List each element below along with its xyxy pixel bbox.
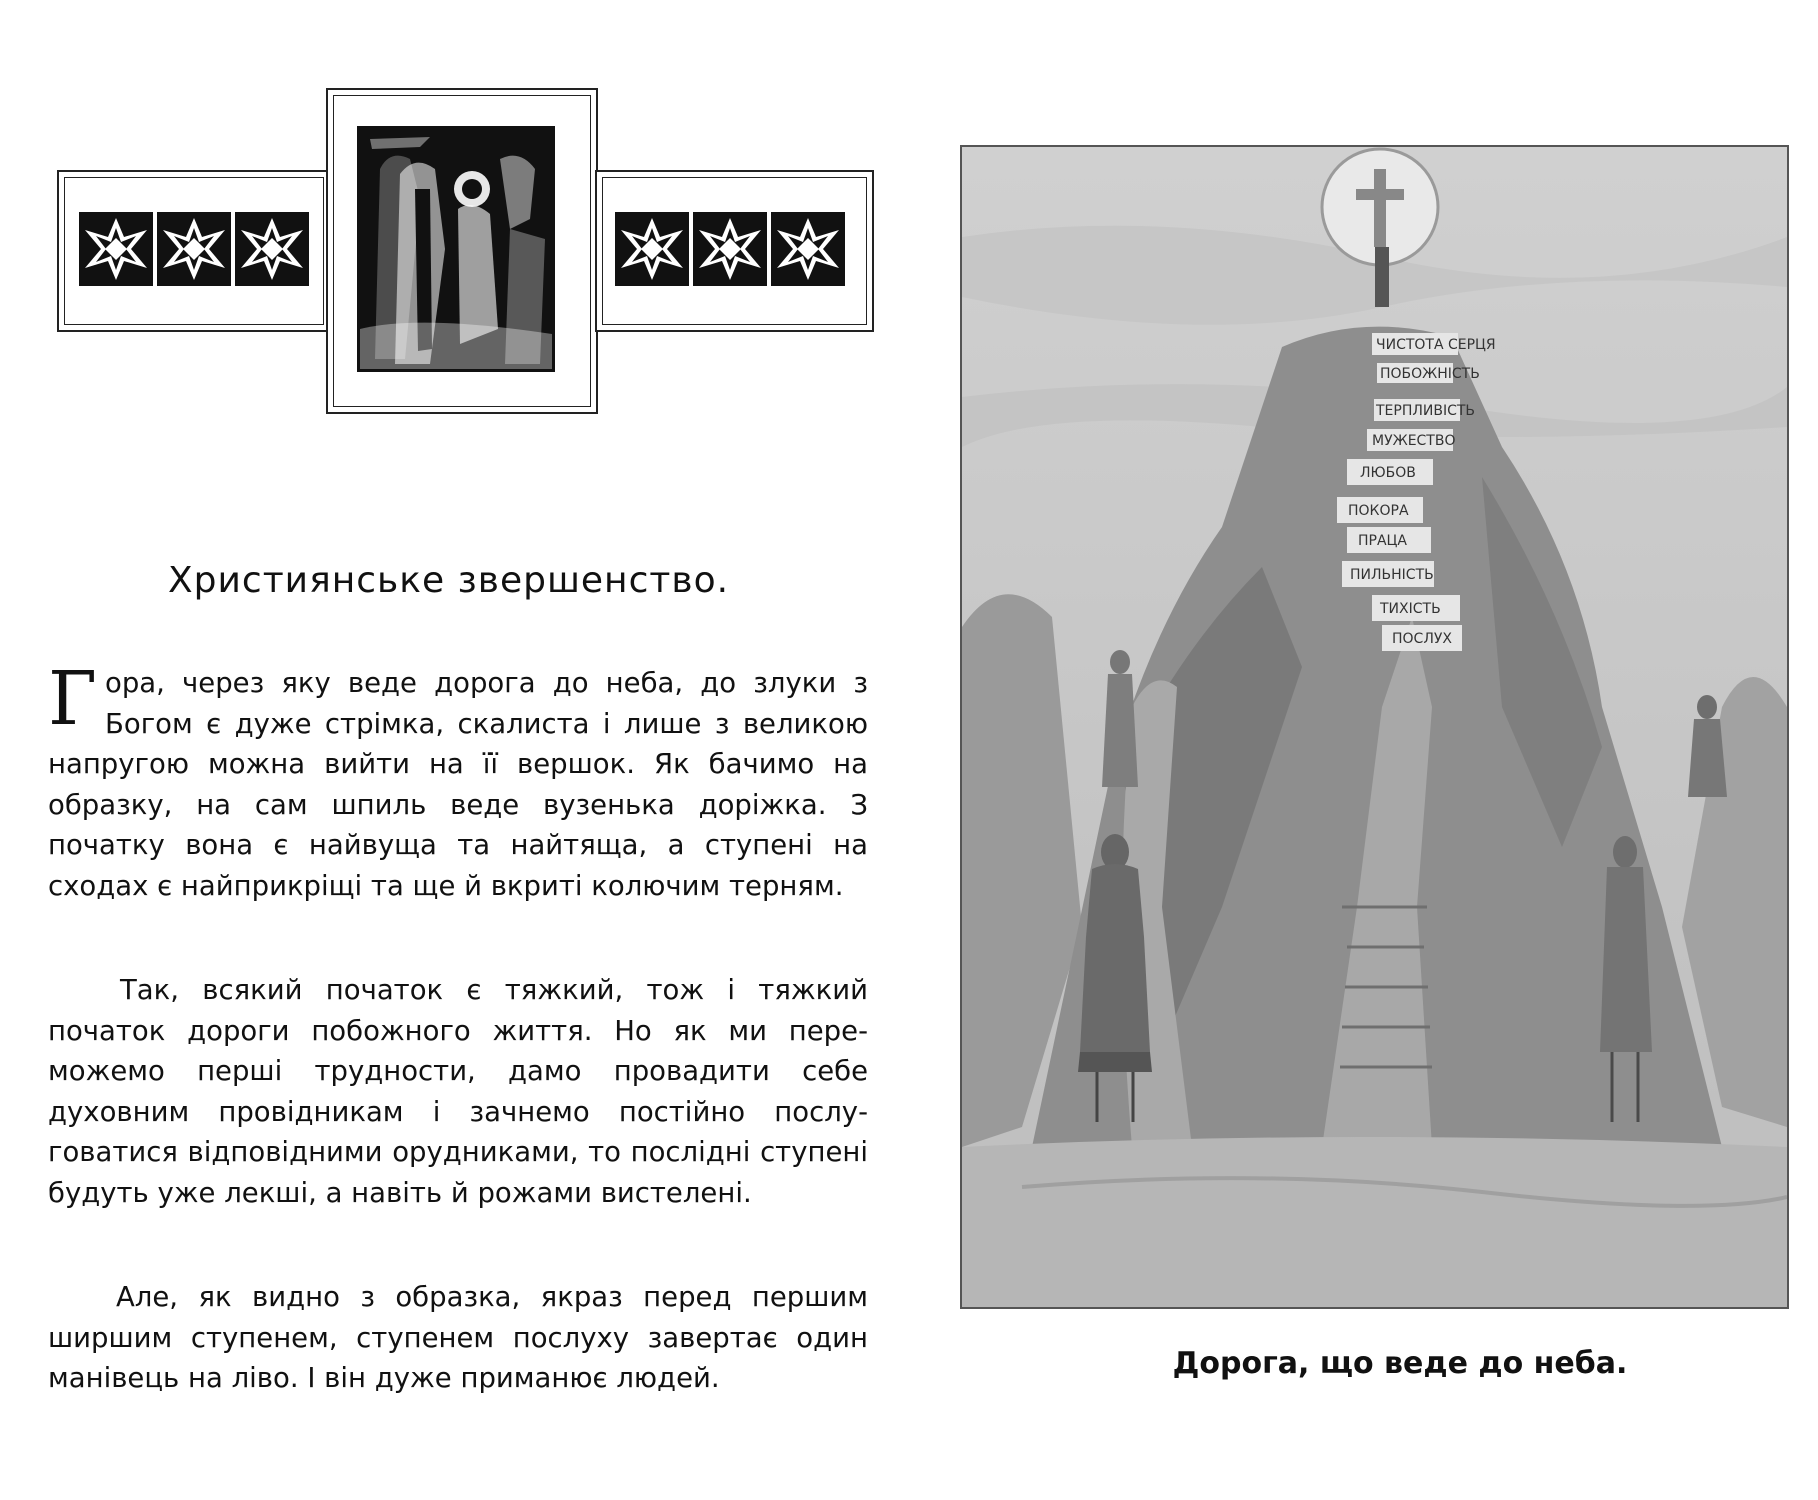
cross-icon [1374, 169, 1386, 247]
paragraph-2: Так, всякий початок є тяжкий, тож і тяжкий початок дороги побожного життя. Но як ми переможемо перші трудности, дамо провадити себе духовним провідникам і зачнемо постійно послуговатися відповідними орудниками, то послідні ступені будуть уже лекші, а навіть й рожами вистелені. [48, 974, 868, 1209]
paragraph-1-text: ора, через яку веде дорога до неба, до злуки з Богом є дуже стрімка, скалиста і лише з великою напругою можна вийти на її вершок. Як бачимо на образку, на сам шпиль веде вузенька доріжка. З початку вона є найвуща та найтяща, а ступені на сходах є найприкріщі та ще й вкриті колючим терням. [48, 667, 868, 902]
illustration-caption: Дорога, що веде до неба. [1172, 1346, 1628, 1381]
drop-cap: Г [48, 656, 97, 742]
illustration-plate [960, 145, 1789, 1309]
ornament-motif-row-left [79, 212, 309, 286]
step-label-6: ПОКОРА [1348, 503, 1409, 519]
step-label-5: ЛЮБОВ [1360, 465, 1416, 481]
header-ornament-left [57, 170, 331, 332]
paragraph-3: Але, як видно з образка, якраз перед першим ширшим ступенем, ступенем послуху завертає один манівець на ліво. І він дуже приманює людей. [48, 1281, 868, 1394]
star-ornament-icon [79, 212, 153, 286]
star-ornament-icon [157, 212, 231, 286]
step-label-4: МУЖЕСТВО [1372, 433, 1456, 449]
header-ornament-center [326, 88, 598, 414]
star-ornament-icon [615, 212, 689, 286]
star-ornament-icon [771, 212, 845, 286]
page-title: Християнське звершенство. [168, 560, 730, 601]
step-label-10: ПОСЛУХ [1392, 631, 1452, 647]
star-ornament-icon [693, 212, 767, 286]
woodcut-vignette [357, 126, 555, 372]
step-label-2: ПОБОЖНІСТЬ [1380, 366, 1480, 382]
ornament-motif-row-right [615, 212, 845, 286]
step-label-7: ПРАЦА [1358, 533, 1407, 549]
step-label-9: ТИХІСТЬ [1380, 601, 1441, 617]
paragraph-1 [48, 656, 868, 906]
step-label-1: ЧИСТОТА СЕРЦЯ [1376, 337, 1496, 353]
star-ornament-icon [235, 212, 309, 286]
header-ornament-right [595, 170, 874, 332]
step-label-3: ТЕРПЛИВІСТЬ [1376, 403, 1476, 419]
step-label-8: ПИЛЬНІСТЬ [1350, 567, 1434, 583]
